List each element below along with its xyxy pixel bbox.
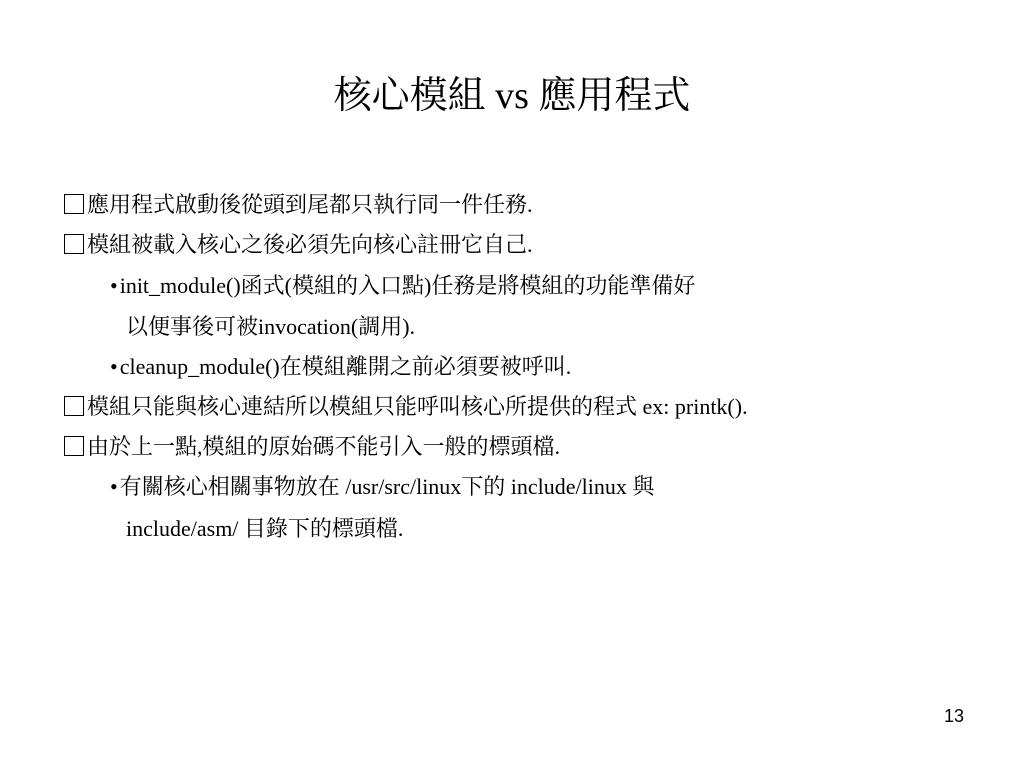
list-item-init-module bbox=[110, 271, 695, 301]
list-item-init-module-continued bbox=[126, 312, 415, 342]
checkbox-square-icon bbox=[64, 396, 84, 416]
list-item-text: include/asm/ 目錄下的標頭檔. bbox=[126, 516, 404, 541]
bullet-icon: • bbox=[110, 354, 118, 379]
page-number: 13 bbox=[943, 706, 964, 726]
list-item-no-standard-headers bbox=[64, 432, 560, 462]
checkbox-square-icon bbox=[64, 194, 84, 214]
list-item-text: 以便事後可被invocation(調用). bbox=[126, 314, 416, 339]
list-item-text: 有關核心相關事物放在 /usr/src/linux下的 include/linux 與 bbox=[119, 474, 655, 499]
list-item-text: 由於上一點,模組的原始碼不能引入一般的標頭檔. bbox=[87, 434, 561, 459]
checkbox-square-icon bbox=[64, 234, 84, 254]
list-item-kernel-headers-path bbox=[110, 472, 654, 502]
list-item-app-single-task bbox=[64, 190, 533, 220]
list-item-text: 應用程式啟動後從頭到尾都只執行同一件任務. bbox=[87, 192, 533, 217]
list-item-text: 模組被載入核心之後必須先向核心註冊它自己. bbox=[87, 232, 533, 257]
list-item-text: init_module()函式(模組的入口點)任務是將模組的功能準備好 bbox=[119, 273, 696, 298]
list-item-text: 模組只能與核心連結所以模組只能呼叫核心所提供的程式 ex: printk(). bbox=[87, 394, 748, 419]
list-item-module-register bbox=[64, 230, 533, 260]
list-item-cleanup-module bbox=[110, 352, 571, 382]
bullet-icon: • bbox=[110, 273, 118, 298]
bullet-icon: • bbox=[110, 474, 118, 499]
list-item-kernel-only-link bbox=[64, 392, 748, 422]
checkbox-square-icon bbox=[64, 436, 84, 456]
list-item-text: cleanup_module()在模組離開之前必須要被呼叫. bbox=[119, 354, 572, 379]
slide-title: 核心模組 vs 應用程式 bbox=[333, 75, 691, 117]
list-item-kernel-headers-path-continued bbox=[126, 514, 403, 544]
